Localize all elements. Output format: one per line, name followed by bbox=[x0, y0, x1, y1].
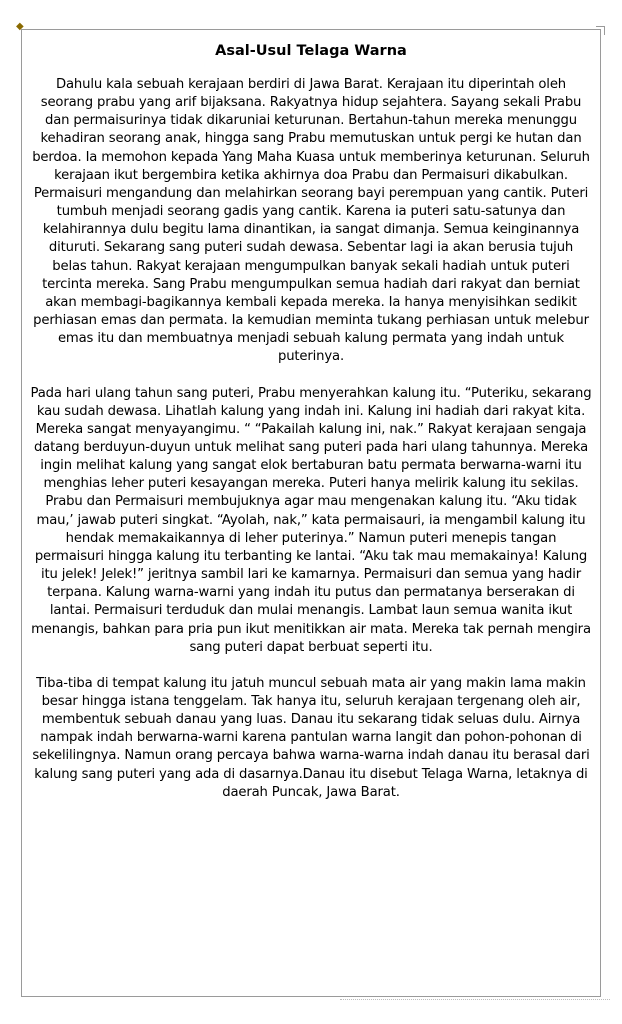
paragraph-3: Tiba-tiba di tempat kalung itu jatuh muncul sebuah mata air yang makin lama makin besar hingga istana tenggelam. Tak hanya itu, seluruh kerajaan tergenang oleh air, membentuk sebuah danau yang luas. Danau itu sekarang tidak seluas dulu. Airnya nampak indah berwarna-warni karena pantulan warna langit dan pohon-pohonan di sekelilingnya. Namun orang percaya bahwa warna-warna indah danau itu berasal dari kalung sang puteri yang ada di dasarnya.Danau itu disebut Telaga Warna, letaknya di daerah Puncak, Jawa Barat. bbox=[32, 675, 590, 800]
page-corner-icon bbox=[596, 26, 605, 35]
corner-anchor-icon: ◆ bbox=[16, 21, 24, 32]
paragraph-2: Pada hari ulang tahun sang puteri, Prabu menyerahkan kalung itu. “Puteriku, sekarang kau sudah dewasa. Lihatlah kalung yang indah ini. Kalung ini hadiah dari rakyat kita. Mereka sangat menyayangimu. “ “Pakailah kalung ini, nak.” Rakyat kerajaan sengaja datang berduyun-duyun untuk melihat sang puteri pada hari ulang tahunnya. Mereka ingin melihat kalung yang sangat elok bertaburan batu permata berwarna-warni itu menghias leher puteri kesayangan mereka. Puteri hanya melirik kalung itu sekilas. Prabu dan Permaisuri membujuknya agar mau mengenakan kalung itu. “Aku tidak mau,’ jawab puteri singkat. “Ayolah, nak,” kata permaisauri, ia mengambil kalung itu hendak memakaikannya di leher puterinya.” Namun puteri menepis tangan permaisuri hingga kalung itu terbanting ke lantai. “Aku tak mau memakainya! Kalung itu jelek! Jelek!” jeritnya sambil lari ke kamarnya. Permaisuri dan semua yang hadir terpana. Kalung warna-warni yang indah itu putus dan permatanya berserakan di lantai. Permaisuri terduduk dan mulai menangis. Lambat laun semua wanita ikut menangis, bahkan para pria pun ikut menitikkan air mata. Mereka tak pernah mengira sang puteri dapat berbuat seperti itu. bbox=[30, 385, 592, 655]
document-title: Asal-Usul Telaga Warna bbox=[215, 43, 407, 59]
document-body bbox=[30, 42, 592, 802]
footer-rule bbox=[340, 999, 610, 1000]
paragraph-1: Dahulu kala sebuah kerajaan berdiri di Jawa Barat. Kerajaan itu diperintah oleh seorang prabu yang arif bijaksana. Rakyatnya hidup sejahtera. Sayang sekali Prabu dan permaisurinya tidak dikaruniai keturunan. Bertahun-tahun mereka menunggu kehadiran seorang anak, hingga sang Prabu memutuskan untuk pergi ke hutan dan berdoa. Ia memohon kepada Yang Maha Kuasa untuk memberinya keturunan. Seluruh kerajaan ikut bergembira ketika akhirnya doa Prabu dan Permaisuri dikabulkan. Permaisuri mengandung dan melahirkan seorang bayi perempuan yang cantik. Puteri tumbuh menjadi seorang gadis yang cantik. Karena ia puteri satu-satunya dan kelahirannya dulu begitu lama dinantikan, ia sangat dimanja. Semua keinginannya dituruti. Sekarang sang puteri sudah dewasa. Sebentar lagi ia akan berusia tujuh belas tahun. Rakyat kerajaan mengumpulkan banyak sekali hadiah untuk puteri tercinta mereka. Sang Prabu mengumpulkan semua hadiah dari rakyat dan berniat akan membagi-bagikannya kembali kepada mereka. Ia hanya menyisihkan sedikit perhiasan emas dan permata. Ia kemudian meminta tukang perhiasan untuk melebur emas itu dan membuatnya menjadi sebuah kalung permata yang indah untuk puterinya. bbox=[32, 77, 590, 365]
